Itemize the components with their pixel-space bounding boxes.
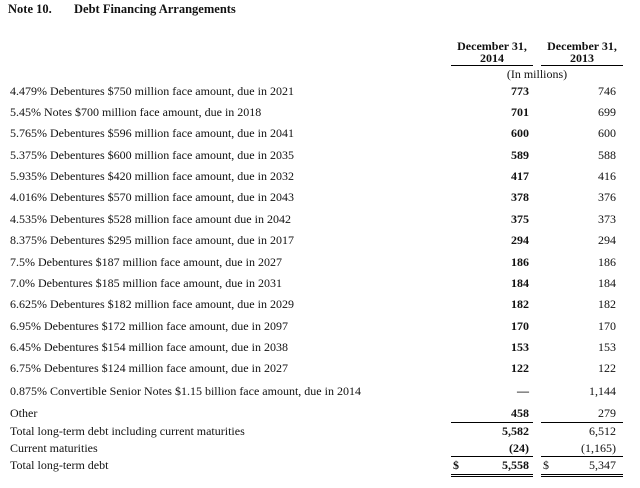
row-label: 0.875% Convertible Senior Notes $1.15 billion face amount, due in 2014 [10,384,361,398]
row-label: 5.45% Notes $700 million face amount, due in 2018 [10,105,262,119]
row-label: 6.625% Debentures $182 million face amount, due in 2029 [10,297,294,311]
value-2014: 153 [511,340,529,354]
value-2014: 182 [511,297,529,311]
row-label: 4.479% Debentures $750 million face amount, due in 2021 [10,84,294,98]
column-header-2014-line2: 2014 [480,51,504,65]
value-2013: 699 [598,105,616,119]
grand-total-label: Total long-term debt [10,458,109,472]
table-row [0,103,640,121]
value-2014: 458 [511,406,529,420]
value-2014: 375 [511,212,529,226]
row-label: 5.765% Debentures $596 million face amount, due in 2041 [10,126,294,140]
value-2013: 746 [598,84,616,98]
table-row [0,404,640,422]
value-2014: 294 [511,233,529,247]
value-2014: 589 [511,148,529,162]
grand-total-2013: 5,347 [589,458,616,472]
total-label: Total long-term debt including current maturities [10,424,245,438]
current-maturities-2014: (24) [509,441,529,455]
row-label: 4.535% Debentures $528 million face amount due in 2042 [10,212,291,226]
value-2014: 417 [511,169,529,183]
double-rule-2013 [541,474,623,477]
value-2013: 416 [598,169,616,183]
table-row [0,317,640,335]
row-label: 4.016% Debentures $570 million face amount, due in 2043 [10,190,294,204]
value-2014: 600 [511,126,529,140]
note-title [8,2,236,17]
double-rule-2014 [451,474,533,477]
value-2013: 279 [598,406,616,420]
row-label: 5.935% Debentures $420 million face amount, due in 2032 [10,169,294,183]
table-row [0,167,640,185]
value-2013: 1,144 [589,384,616,398]
row-label: 7.0% Debentures $185 million face amount, due in 2031 [10,276,282,290]
table-row [0,82,640,100]
table-row [0,210,640,228]
total-value-2014: 5,582 [502,424,529,438]
currency-symbol-2014: $ [453,458,459,472]
row-label: Other [10,406,38,420]
row-label: 6.75% Debentures $124 million face amount, due in 2027 [10,361,288,375]
table-row [0,124,640,142]
table-row [0,338,640,356]
table-row [0,274,640,292]
value-2014: 170 [511,319,529,333]
value-2013: 376 [598,190,616,204]
row-label: 5.375% Debentures $600 million face amount, due in 2035 [10,148,294,162]
column-header-2014-rule [451,65,533,66]
table-row [0,359,640,377]
value-2014: 378 [511,190,529,204]
units-label: (In millions) [506,67,568,81]
value-2013: 184 [598,276,616,290]
value-2014: 122 [511,361,529,375]
table-row [0,146,640,164]
current-maturities-label: Current maturities [10,441,98,455]
table-row [0,188,640,206]
table-row [0,382,640,400]
value-2013: 186 [598,255,616,269]
grand-total-2014: 5,558 [502,458,529,472]
value-2013: 600 [598,126,616,140]
value-2014: 184 [511,276,529,290]
total-row [0,422,640,440]
column-header-2013-line2: 2013 [570,51,594,65]
row-label: 8.375% Debentures $295 million face amount, due in 2017 [10,233,294,247]
value-2013: 153 [598,340,616,354]
column-header-2013-line1: December 31, [547,39,617,53]
row-label: 6.45% Debentures $154 million face amount, due in 2038 [10,340,288,354]
value-2013: 122 [598,361,616,375]
value-2014: 773 [511,84,529,98]
value-2014: 701 [511,105,529,119]
value-2013: 373 [598,212,616,226]
value-2013: 182 [598,297,616,311]
value-2014: — [517,384,529,398]
column-header-2014 [451,40,533,66]
note-number: Note 10. [8,2,52,16]
column-header-2013 [541,40,623,66]
table-row [0,231,640,249]
row-label: 6.95% Debentures $172 million face amount, due in 2097 [10,319,288,333]
table-row [0,295,640,313]
currency-symbol-2013: $ [543,458,549,472]
value-2014: 186 [511,255,529,269]
note-heading: Debt Financing Arrangements [74,2,236,16]
value-2013: 588 [598,148,616,162]
current-maturities-row [0,439,640,457]
column-header-2013-rule [541,65,623,66]
column-header-2014-line1: December 31, [457,39,527,53]
value-2013: 294 [598,233,616,247]
row-label: 7.5% Debentures $187 million face amount, due in 2027 [10,255,282,269]
value-2013: 170 [598,319,616,333]
table-row [0,253,640,271]
current-maturities-2013: (1,165) [581,441,616,455]
total-value-2013: 6,512 [589,424,616,438]
